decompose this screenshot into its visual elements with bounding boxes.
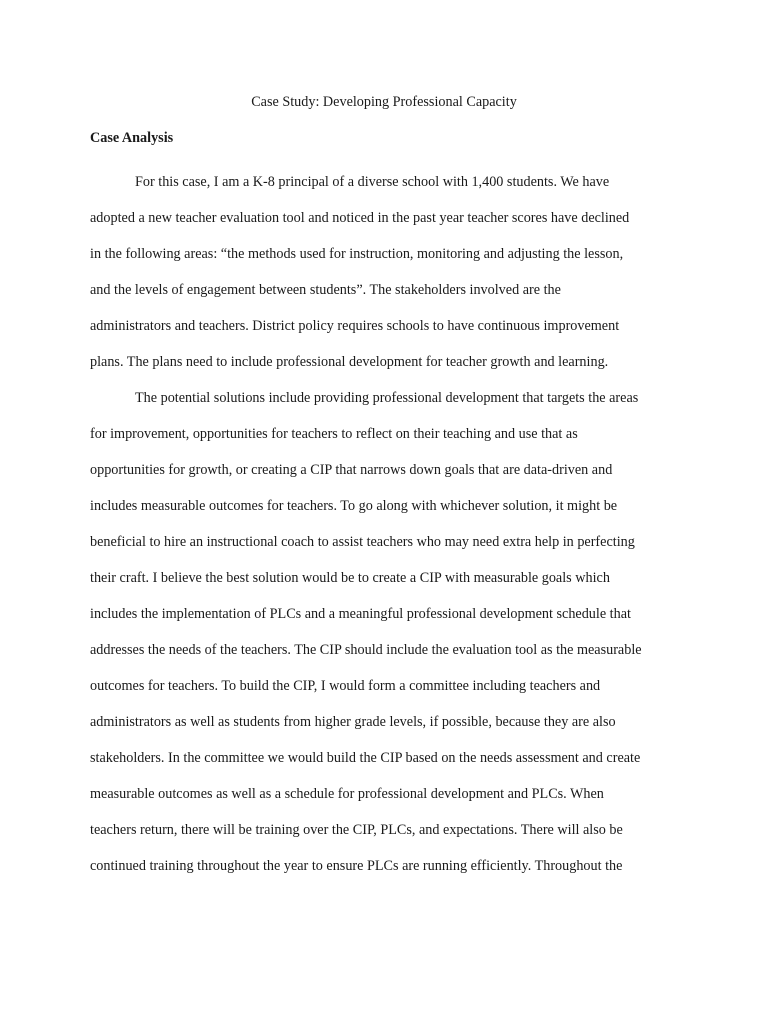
paragraph-1-line-5: administrators and teachers. District policy requires schools to have continuous improvement bbox=[90, 318, 620, 334]
paragraph-2-line-1: The potential solutions include providing professional development that targets the areas bbox=[135, 390, 639, 406]
body-text bbox=[90, 164, 690, 884]
paragraph-1-line-1: For this case, I am a K-8 principal of a diverse school with 1,400 students. We have bbox=[135, 174, 610, 190]
paragraph-2-line-11: stakeholders. In the committee we would build the CIP based on the needs assessment and create bbox=[90, 750, 641, 766]
paragraph-2-line-4: includes measurable outcomes for teachers. To go along with whichever solution, it might be bbox=[90, 498, 618, 514]
paragraph-1-line-6: plans. The plans need to include professional development for teacher growth and learning. bbox=[90, 354, 609, 370]
paragraph-1-line-2: adopted a new teacher evaluation tool and noticed in the past year teacher scores have declined bbox=[90, 210, 630, 226]
section-heading: Case Analysis bbox=[90, 130, 174, 146]
paragraph-2-line-10: administrators as well as students from higher grade levels, if possible, because they are also bbox=[90, 714, 616, 730]
paragraph-2-line-5: beneficial to hire an instructional coach to assist teachers who may need extra help in perfecting bbox=[90, 534, 635, 550]
paragraph-2-line-8: addresses the needs of the teachers. The CIP should include the evaluation tool as the measurable bbox=[90, 642, 642, 658]
paragraph-2-line-3: opportunities for growth, or creating a CIP that narrows down goals that are data-driven and bbox=[90, 462, 613, 478]
paragraph-2-line-9: outcomes for teachers. To build the CIP, I would form a committee including teachers and bbox=[90, 678, 601, 694]
paragraph-1-line-4: and the levels of engagement between students”. The stakeholders involved are the bbox=[90, 282, 561, 298]
paragraph-2-line-7: includes the implementation of PLCs and a meaningful professional development schedule that bbox=[90, 606, 631, 622]
paragraph-2-line-13: teachers return, there will be training over the CIP, PLCs, and expectations. There will also be bbox=[90, 822, 623, 838]
paragraph-2-line-14: continued training throughout the year to ensure PLCs are running efficiently. Throughout the bbox=[90, 858, 623, 874]
paragraph-2-line-6: their craft. I believe the best solution would be to create a CIP with measurable goals which bbox=[90, 570, 610, 586]
paragraph-1-line-3: in the following areas: “the methods used for instruction, monitoring and adjusting the lesson, bbox=[90, 246, 624, 262]
document-title: Case Study: Developing Professional Capacity bbox=[251, 94, 517, 110]
paragraph-2-line-2: for improvement, opportunities for teachers to reflect on their teaching and use that as bbox=[90, 426, 578, 442]
paragraph-2-line-12: measurable outcomes as well as a schedule for professional development and PLCs. When bbox=[90, 786, 604, 802]
